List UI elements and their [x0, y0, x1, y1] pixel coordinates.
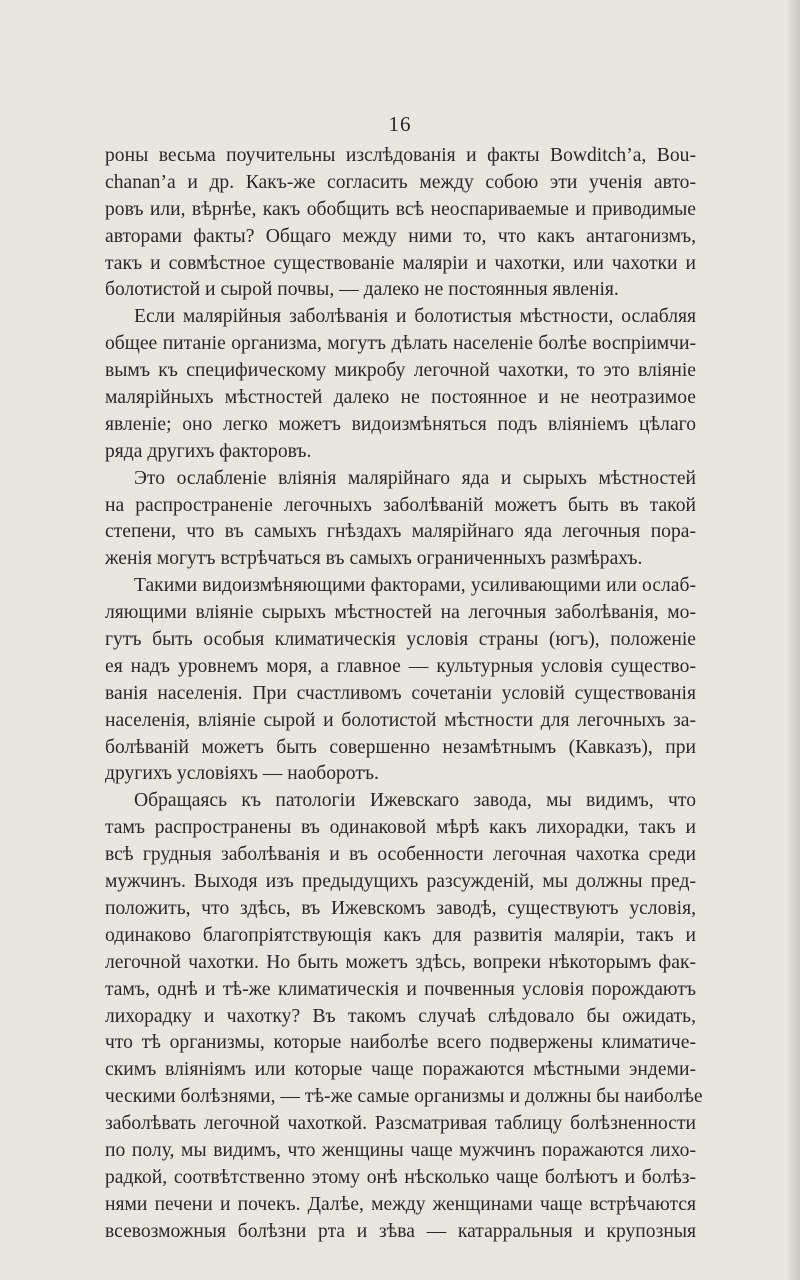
text-line: Если малярійныя заболѣванія и болотистыя мѣстности, ослабляя: [134, 306, 696, 328]
text-line: авторами факты? Общаго между ними то, что какъ антагонизмъ,: [105, 225, 696, 247]
text-line: тамъ, однѣ и тѣ-же климатическія и почвенныя условія порождаютъ: [105, 978, 696, 1000]
body-text: [105, 143, 703, 1246]
text-line: радкой, соотвѣтственно этому онѣ нѣсколько чаще болѣютъ и болѣз-: [105, 1166, 696, 1188]
text-line: одинаково благопріятствующія какъ для развитія маляріи, такъ и: [105, 924, 696, 946]
text-line: гутъ быть особыя климатическія условія страны (югъ), положеніе: [105, 629, 696, 651]
text-line: ванія населенія. При счастливомъ сочетаніи условій существованія: [105, 682, 696, 704]
text-line: общее питаніе организма, могутъ дѣлать населеніе болѣе воспріимчи-: [105, 333, 696, 355]
text-line: на распространеніе легочныхъ заболѣваній можетъ быть въ такой: [105, 494, 696, 516]
text-line: женія могутъ встрѣчаться въ самыхъ ограниченныхъ размѣрахъ.: [105, 548, 643, 570]
text-line: болотистой и сырой почвы, — далеко не постоянныя явленія.: [105, 279, 619, 301]
text-line: по полу, мы видимъ, что женщины чаще мужчинъ поражаются лихо-: [105, 1139, 696, 1161]
text-line: заболѣвать легочной чахоткой. Разсматривая таблицу болѣзненности: [105, 1113, 696, 1135]
text-line: ческими болѣзнями, — тѣ-же самые организмы и должны бы наиболѣе: [105, 1086, 703, 1108]
text-line: мужчинъ. Выходя изъ предыдущихъ разсужденій, мы должны пред-: [105, 871, 696, 893]
text-line: населенія, вліяніе сырой и болотистой мѣстности для легочныхъ за-: [105, 709, 696, 731]
text-line: легочной чахотки. Но быть можетъ здѣсь, вопреки нѣкоторымъ фак-: [105, 951, 696, 973]
text-line: тамъ распространены въ одинаковой мѣрѣ какъ лихорадки, такъ и: [105, 817, 696, 839]
text-line: вымъ къ специфическому микробу легочной чахотки, то это вліяніе: [105, 360, 696, 382]
page-edge: [788, 0, 800, 1280]
text-line: такъ и совмѣстное существованіе маляріи и чахотки, или чахотки и: [105, 252, 696, 274]
text-line: chanan’а и др. Какъ-же согласить между собою эти ученія авто-: [105, 171, 696, 193]
page-number: 16: [388, 112, 412, 136]
text-line: малярійныхъ мѣстностей далеко не постоянное и не неотразимое: [105, 387, 696, 409]
text-line: роны весьма поучительны изслѣдованія и факты Bowditch’а, Bou-: [105, 145, 696, 166]
text-line: положить, что здѣсь, въ Ижевскомъ заводѣ, существуютъ условія,: [105, 897, 696, 919]
text-line: всѣ грудныя заболѣванія и въ особенности легочная чахотка среди: [105, 844, 696, 866]
text-line: ляющими вліяніе сырыхъ мѣстностей на легочныя заболѣванія, мо-: [105, 602, 696, 624]
text-line: скимъ вліяніямъ или которые чаще поражаются мѣстными эндеми-: [105, 1059, 696, 1081]
text-line: явленіе; оно легко можетъ видоизмѣняться подъ вліяніемъ цѣлаго: [105, 413, 696, 435]
text-line: Это ослабленіе вліянія малярійнаго яда и сырыхъ мѣстностей: [134, 467, 696, 489]
text-line: болѣваній можетъ быть совершенно незамѣтнымъ (Кавказъ), при: [105, 736, 696, 758]
text-line: Обращаясь къ патологіи Ижевскаго завода, мы видимъ, что: [134, 790, 696, 812]
text-line: степени, что въ самыхъ гнѣздахъ малярійнаго яда легочныя пора-: [105, 521, 696, 543]
text-line: другихъ условіяхъ — наоборотъ.: [105, 763, 379, 785]
text-line: нями печени и почекъ. Далѣе, между женщинами чаще встрѣчаются: [105, 1193, 696, 1215]
text-line: ровъ или, вѣрнѣе, какъ обобщить всѣ неоспариваемые и приводимые: [105, 198, 696, 220]
text-line: лихорадку и чахотку? Въ такомъ случаѣ слѣдовало бы ожидать,: [105, 1005, 696, 1027]
text-line: всевозможныя болѣзни рта и зѣва — катарральныя и крупозныя: [105, 1220, 696, 1242]
text-line: ряда другихъ факторовъ.: [105, 440, 312, 462]
text-line: Такими видоизмѣняющими факторами, усиливающими или ослаб-: [134, 575, 696, 597]
text-line: что тѣ организмы, которые наиболѣе всего подвержены климатиче-: [105, 1032, 696, 1054]
text-line: ея надъ уровнемъ моря, а главное — культурныя условія существо-: [105, 655, 696, 677]
